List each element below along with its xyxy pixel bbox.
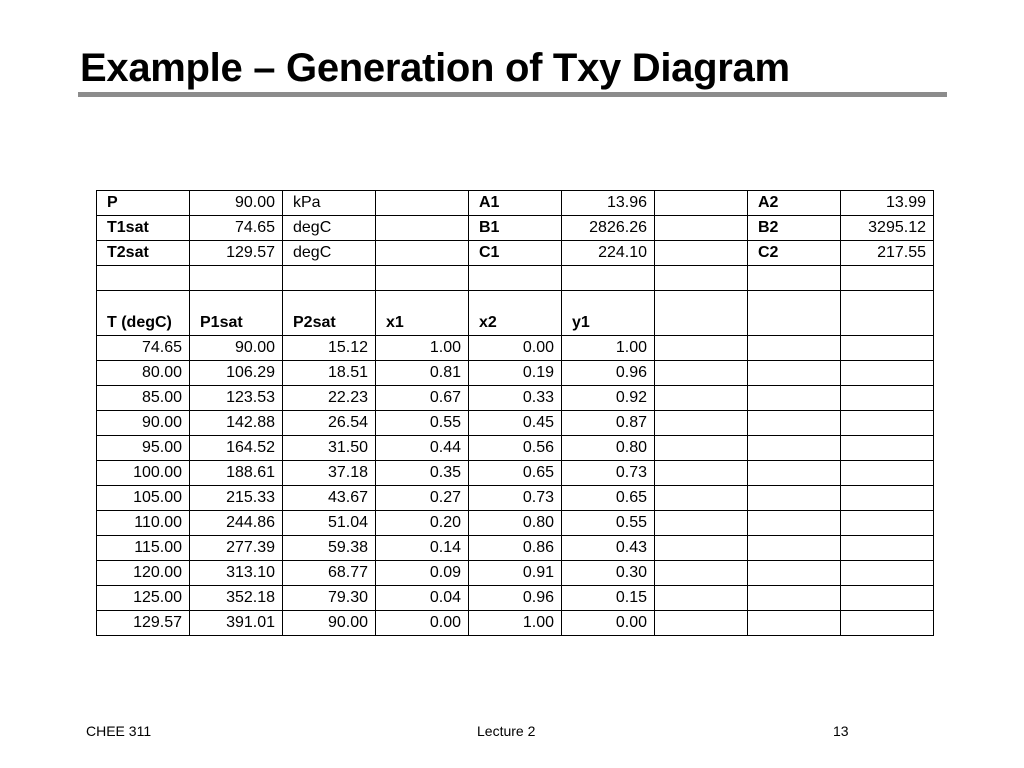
- table-cell: 120.00: [97, 561, 190, 586]
- table-cell: 0.55: [562, 511, 655, 536]
- empty-cell: [97, 266, 190, 291]
- table-cell: 31.50: [283, 436, 376, 461]
- blank-row: [97, 266, 934, 291]
- table-cell: 0.33: [469, 386, 562, 411]
- empty-cell: [469, 266, 562, 291]
- empty-cell: [190, 266, 283, 291]
- antoine-value-2: 13.99: [841, 191, 934, 216]
- empty-cell: [562, 266, 655, 291]
- table-row: [97, 361, 934, 386]
- antoine-label-2: C2: [748, 241, 841, 266]
- table-cell: 0.80: [562, 436, 655, 461]
- table-cell: 68.77: [283, 561, 376, 586]
- table-cell: 0.43: [562, 536, 655, 561]
- param-value: 74.65: [190, 216, 283, 241]
- table-cell: 164.52: [190, 436, 283, 461]
- empty-cell: [655, 266, 748, 291]
- empty-cell: [841, 336, 934, 361]
- param-unit: degC: [283, 216, 376, 241]
- table-cell: 0.87: [562, 411, 655, 436]
- table-cell: 0.44: [376, 436, 469, 461]
- empty-cell: [748, 486, 841, 511]
- empty-cell: [748, 336, 841, 361]
- table-cell: 1.00: [562, 336, 655, 361]
- table-row: [97, 511, 934, 536]
- empty-cell: [655, 611, 748, 636]
- empty-cell: [748, 361, 841, 386]
- empty-cell: [841, 411, 934, 436]
- antoine-value: 13.96: [562, 191, 655, 216]
- empty-cell: [376, 266, 469, 291]
- empty-cell: [655, 216, 748, 241]
- table-cell: 313.10: [190, 561, 283, 586]
- empty-cell: [748, 411, 841, 436]
- table-cell: 100.00: [97, 461, 190, 486]
- table-cell: 129.57: [97, 611, 190, 636]
- table-cell: 0.30: [562, 561, 655, 586]
- empty-cell: [841, 436, 934, 461]
- param-row: [97, 191, 934, 216]
- table-cell: 105.00: [97, 486, 190, 511]
- empty-cell: [841, 386, 934, 411]
- empty-cell: [748, 386, 841, 411]
- table-cell: 51.04: [283, 511, 376, 536]
- empty-cell: [655, 291, 748, 336]
- empty-cell: [748, 291, 841, 336]
- empty-cell: [748, 536, 841, 561]
- table-cell: 0.00: [376, 611, 469, 636]
- table-cell: 1.00: [469, 611, 562, 636]
- table-cell: 0.73: [562, 461, 655, 486]
- empty-cell: [655, 336, 748, 361]
- empty-cell: [283, 266, 376, 291]
- empty-cell: [655, 536, 748, 561]
- table-cell: 0.45: [469, 411, 562, 436]
- txy-spreadsheet-table: [96, 190, 934, 636]
- table-cell: 0.15: [562, 586, 655, 611]
- empty-cell: [841, 511, 934, 536]
- table-cell: 0.00: [469, 336, 562, 361]
- table-cell: 15.12: [283, 336, 376, 361]
- table-cell: 85.00: [97, 386, 190, 411]
- title-underline: [78, 92, 947, 97]
- table-cell: 391.01: [190, 611, 283, 636]
- empty-cell: [841, 461, 934, 486]
- table-cell: 0.00: [562, 611, 655, 636]
- table-cell: 188.61: [190, 461, 283, 486]
- column-header-row: [97, 291, 934, 336]
- empty-cell: [841, 561, 934, 586]
- empty-cell: [655, 586, 748, 611]
- param-row: [97, 216, 934, 241]
- table-row: [97, 436, 934, 461]
- antoine-value: 2826.26: [562, 216, 655, 241]
- table-cell: 0.35: [376, 461, 469, 486]
- table-row: [97, 561, 934, 586]
- table-cell: 59.38: [283, 536, 376, 561]
- table-cell: 215.33: [190, 486, 283, 511]
- antoine-label-2: A2: [748, 191, 841, 216]
- table-cell: 0.96: [562, 361, 655, 386]
- empty-cell: [841, 361, 934, 386]
- param-value: 90.00: [190, 191, 283, 216]
- table-cell: 0.80: [469, 511, 562, 536]
- table-cell: 123.53: [190, 386, 283, 411]
- table-cell: 0.09: [376, 561, 469, 586]
- table-cell: 95.00: [97, 436, 190, 461]
- antoine-label: C1: [469, 241, 562, 266]
- table-cell: 0.56: [469, 436, 562, 461]
- table-cell: 244.86: [190, 511, 283, 536]
- param-label: T1sat: [97, 216, 190, 241]
- table-row: [97, 611, 934, 636]
- antoine-label-2: B2: [748, 216, 841, 241]
- param-value: 129.57: [190, 241, 283, 266]
- empty-cell: [841, 291, 934, 336]
- param-unit: kPa: [283, 191, 376, 216]
- table-cell: 90.00: [97, 411, 190, 436]
- table-cell: 0.19: [469, 361, 562, 386]
- table-cell: 43.67: [283, 486, 376, 511]
- empty-cell: [748, 461, 841, 486]
- table-cell: 0.81: [376, 361, 469, 386]
- empty-cell: [748, 611, 841, 636]
- table-row: [97, 386, 934, 411]
- antoine-value-2: 3295.12: [841, 216, 934, 241]
- table-cell: 0.27: [376, 486, 469, 511]
- empty-cell: [748, 511, 841, 536]
- column-header: P1sat: [190, 291, 283, 336]
- empty-cell: [748, 561, 841, 586]
- empty-cell: [841, 486, 934, 511]
- table-row: [97, 586, 934, 611]
- empty-cell: [376, 191, 469, 216]
- param-row: [97, 241, 934, 266]
- table-cell: 79.30: [283, 586, 376, 611]
- table-row: [97, 461, 934, 486]
- param-label: T2sat: [97, 241, 190, 266]
- antoine-value: 224.10: [562, 241, 655, 266]
- empty-cell: [655, 461, 748, 486]
- empty-cell: [841, 611, 934, 636]
- empty-cell: [748, 436, 841, 461]
- footer-lecture: Lecture 2: [477, 723, 536, 739]
- table-cell: 0.96: [469, 586, 562, 611]
- empty-cell: [655, 561, 748, 586]
- column-header: P2sat: [283, 291, 376, 336]
- table-cell: 0.67: [376, 386, 469, 411]
- empty-cell: [376, 241, 469, 266]
- table-cell: 0.20: [376, 511, 469, 536]
- table-cell: 0.86: [469, 536, 562, 561]
- table-cell: 0.91: [469, 561, 562, 586]
- column-header: T (degC): [97, 291, 190, 336]
- table-row: [97, 336, 934, 361]
- table-cell: 26.54: [283, 411, 376, 436]
- empty-cell: [841, 536, 934, 561]
- column-header: x2: [469, 291, 562, 336]
- table-cell: 0.55: [376, 411, 469, 436]
- empty-cell: [655, 411, 748, 436]
- table-cell: 277.39: [190, 536, 283, 561]
- empty-cell: [655, 436, 748, 461]
- param-unit: degC: [283, 241, 376, 266]
- table-cell: 0.04: [376, 586, 469, 611]
- empty-cell: [655, 486, 748, 511]
- column-header: x1: [376, 291, 469, 336]
- table-cell: 352.18: [190, 586, 283, 611]
- table-cell: 80.00: [97, 361, 190, 386]
- table-cell: 90.00: [190, 336, 283, 361]
- empty-cell: [655, 241, 748, 266]
- empty-cell: [655, 386, 748, 411]
- empty-cell: [655, 191, 748, 216]
- antoine-value-2: 217.55: [841, 241, 934, 266]
- table-cell: 0.14: [376, 536, 469, 561]
- table-cell: 1.00: [376, 336, 469, 361]
- empty-cell: [841, 586, 934, 611]
- antoine-label: A1: [469, 191, 562, 216]
- table-row: [97, 411, 934, 436]
- table-cell: 106.29: [190, 361, 283, 386]
- table-row: [97, 486, 934, 511]
- table-cell: 90.00: [283, 611, 376, 636]
- table-cell: 0.73: [469, 486, 562, 511]
- empty-cell: [748, 586, 841, 611]
- footer-page-number: 13: [833, 723, 849, 739]
- table-cell: 125.00: [97, 586, 190, 611]
- table-cell: 74.65: [97, 336, 190, 361]
- table-cell: 37.18: [283, 461, 376, 486]
- empty-cell: [376, 216, 469, 241]
- table-cell: 142.88: [190, 411, 283, 436]
- table-cell: 115.00: [97, 536, 190, 561]
- empty-cell: [748, 266, 841, 291]
- table-cell: 0.65: [469, 461, 562, 486]
- footer-course: CHEE 311: [86, 723, 152, 739]
- table-cell: 0.92: [562, 386, 655, 411]
- table-cell: 110.00: [97, 511, 190, 536]
- column-header: y1: [562, 291, 655, 336]
- param-label: P: [97, 191, 190, 216]
- table-cell: 22.23: [283, 386, 376, 411]
- antoine-label: B1: [469, 216, 562, 241]
- table-cell: 0.65: [562, 486, 655, 511]
- table-row: [97, 536, 934, 561]
- empty-cell: [841, 266, 934, 291]
- empty-cell: [655, 511, 748, 536]
- table-cell: 18.51: [283, 361, 376, 386]
- empty-cell: [655, 361, 748, 386]
- slide-title: Example – Generation of Txy Diagram: [80, 46, 790, 90]
